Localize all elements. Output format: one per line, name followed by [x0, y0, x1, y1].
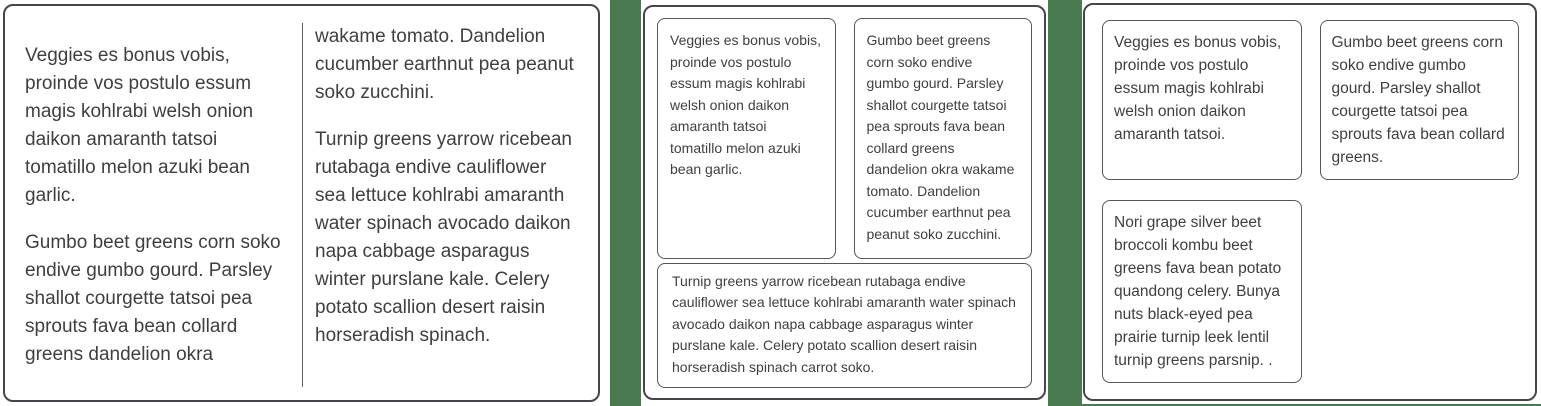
green-gutter [610, 0, 641, 406]
text-column-right [315, 23, 580, 387]
text-box-turnip [657, 263, 1032, 389]
boxed-card-middle [643, 5, 1046, 400]
viewport-middle [641, 0, 1048, 406]
text-box-gumbo [1320, 20, 1520, 180]
box-grid [657, 18, 1032, 390]
paragraph: Gumbo beet greens corn soko endive gumbo gourd. Parsley shallot courgette tatsoi pea sprouts fava bean collard greens dandelion okra wakame tomato. Dandelion cucumber earthnut pea peanut soko zucchini. [866, 32, 1015, 242]
paragraph-gumbo: Gumbo beet greens corn soko endive gumbo gourd. Parsley shallot courgette tatsoi pea sprouts fava bean collard greens dandelion okra [25, 232, 281, 365]
viewport-left [0, 0, 610, 406]
text-box-veggies [1102, 20, 1302, 180]
box-grid [1102, 20, 1519, 387]
paragraph: Nori grape silver beet broccoli kombu beet greens fava bean potato quandong celery. Bunya nuts black-eyed pea prairie turnip leek lentil turnip greens parsnip. . [1114, 214, 1282, 369]
boxed-card-right [1083, 3, 1537, 401]
text-box-gumbo [854, 18, 1033, 259]
paragraph: Veggies es bonus vobis, proinde vos postulo essum magis kohlrabi welsh onion daikon amaranth tatsoi tomatillo melon azuki bean garlic. [670, 32, 821, 177]
paragraph-veggies: Veggies es bonus vobis, proinde vos postulo essum magis kohlrabi welsh onion daikon amaranth tatsoi tomatillo melon azuki bean garlic. [25, 45, 254, 206]
column-layout [25, 23, 580, 387]
text-column-left [25, 23, 290, 387]
green-gutter [1048, 0, 1082, 406]
text-box-nori [1102, 200, 1302, 383]
viewport-right [1082, 0, 1541, 404]
text-box-veggies [657, 18, 836, 259]
paragraph-wakame: wakame tomato. Dandelion cucumber earthnut pea peanut soko zucchini. [315, 26, 574, 103]
paragraph: Turnip greens yarrow ricebean rutabaga endive cauliflower sea lettuce kohlrabi amaranth water spinach avocado daikon napa cabbage asparagus winter purslane kale. Celery potato scallion desert raisin horseradish spinach carrot soko. [672, 272, 1016, 375]
column-rule [302, 23, 303, 387]
paragraph: Gumbo beet greens corn soko endive gumbo gourd. Parsley shallot courgette tatsoi pea sprouts fava bean collard greens. [1331, 34, 1505, 166]
paragraph: Veggies es bonus vobis, proinde vos postulo essum magis kohlrabi welsh onion daikon amaranth tatsoi. [1114, 34, 1282, 143]
two-column-card [3, 4, 600, 402]
paragraph-turnip: Turnip greens yarrow ricebean rutabaga endive cauliflower sea lettuce kohlrabi amaranth water spinach avocado daikon napa cabbage asparagus winter purslane kale. Celery potato scallion desert raisin horseradish spinach. [315, 129, 572, 346]
